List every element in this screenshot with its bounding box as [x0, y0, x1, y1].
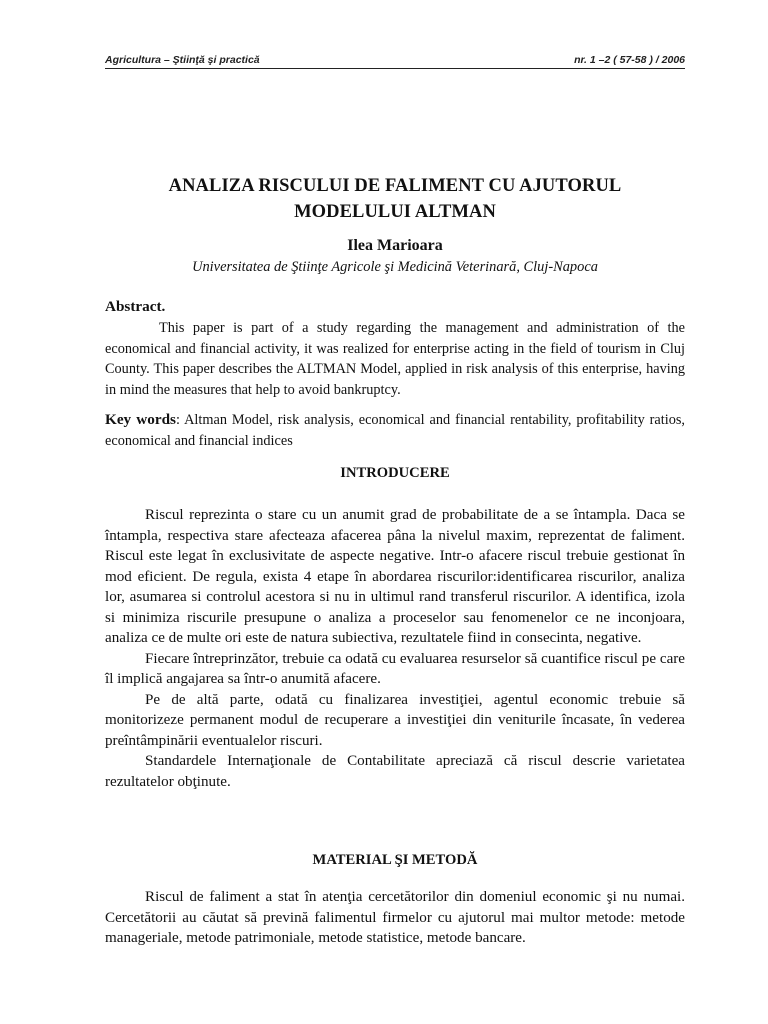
issue-number: nr. 1 –2 ( 57-58 ) / 2006 — [574, 54, 685, 66]
introduction-heading: INTRODUCERE — [340, 465, 450, 481]
material-paragraph: Riscul de faliment a stat în atenţia cercetătorilor din domeniul economic şi nu numai. Cercetătorii au căutat să prevină falimentul firmelor cu ajutorul mai multor metode: metode manageriale, metode patrimoniale, metode statistice, metode bancare. — [105, 889, 685, 946]
intro-paragraph-4: Standardele Internaţionale de Contabilitate apreciază că riscul descrie varietatea rezultatelor obţinute. — [105, 753, 685, 790]
author-name: Ilea Marioara — [347, 237, 443, 254]
paper-title — [105, 173, 685, 225]
paper-title-line-2: MODELULUI ALTMAN — [294, 202, 496, 222]
abstract-text: This paper is part of a study regarding the management and administration of the economical and financial activity, it was realized for enterprise acting in the field of tourism in Cluj County. This paper describes the ALTMAN Model, applied in risk analysis of this enterprise, having in mind the measures that help to avoid bankruptcy. — [105, 320, 685, 398]
abstract-heading: Abstract. — [105, 298, 166, 315]
keywords-section — [105, 410, 685, 451]
running-header — [105, 52, 685, 69]
material-heading: MATERIAL ŞI METODĂ — [312, 852, 478, 868]
author-affiliation: Universitatea de Ştiinţe Agricole şi Medicină Veterinară, Cluj-Napoca — [192, 259, 598, 275]
keywords-paragraph — [105, 410, 685, 451]
intro-paragraph-2: Fiecare întreprinzător, trebuie ca odată cu evaluarea resurselor să cuantifice riscul pe care îl implică angajarea sa într-o anumită afacere. — [105, 650, 685, 687]
journal-name: Agricultura – Ştiinţă şi practică — [105, 54, 260, 66]
intro-paragraph-3: Pe de altă parte, odată cu finalizarea investiţiei, agentul economic trebuie să monitorizeze permanent modul de recuperare a investiţiei din veniturile încasate, în vederea preîntâmpinării eventualelor riscuri. — [105, 691, 685, 749]
abstract-section — [105, 318, 685, 400]
material-section — [105, 887, 685, 949]
intro-paragraph-1: Riscul reprezinta o stare cu un anumit grad de probabilitate de a se întampla. Daca se întampla, respectiva stare afecteaza afacerea pâna la nivelul maxim, reprezentat de faliment. Riscul este legat în exclusivitate de aspecte negative. Intr-o afacere riscul trebuie gestionat în mod eficient. De regula, exista 4 etape în abordarea riscurilor:identificarea riscurilor, analiza lor, asumarea si controlul acestora si nu in ultimul rand transferul riscurilor. A identifica, izola si minimiza riscurile presupune o analiza a proceselor sau fenomenelor ce ne inconjoara, analiza ce de multe ori este de natura subiectiva, rezultatele fiind in consecinta, negative. — [105, 507, 685, 646]
introduction-section — [105, 505, 685, 792]
paper-title-line-1: ANALIZA RISCULUI DE FALIMENT CU AJUTORUL — [168, 176, 622, 196]
keywords-text: : Altman Model, risk analysis, economical and financial rentability, profitability ratios, economical and financial indices — [105, 412, 686, 449]
keywords-label: Key words — [105, 411, 176, 428]
